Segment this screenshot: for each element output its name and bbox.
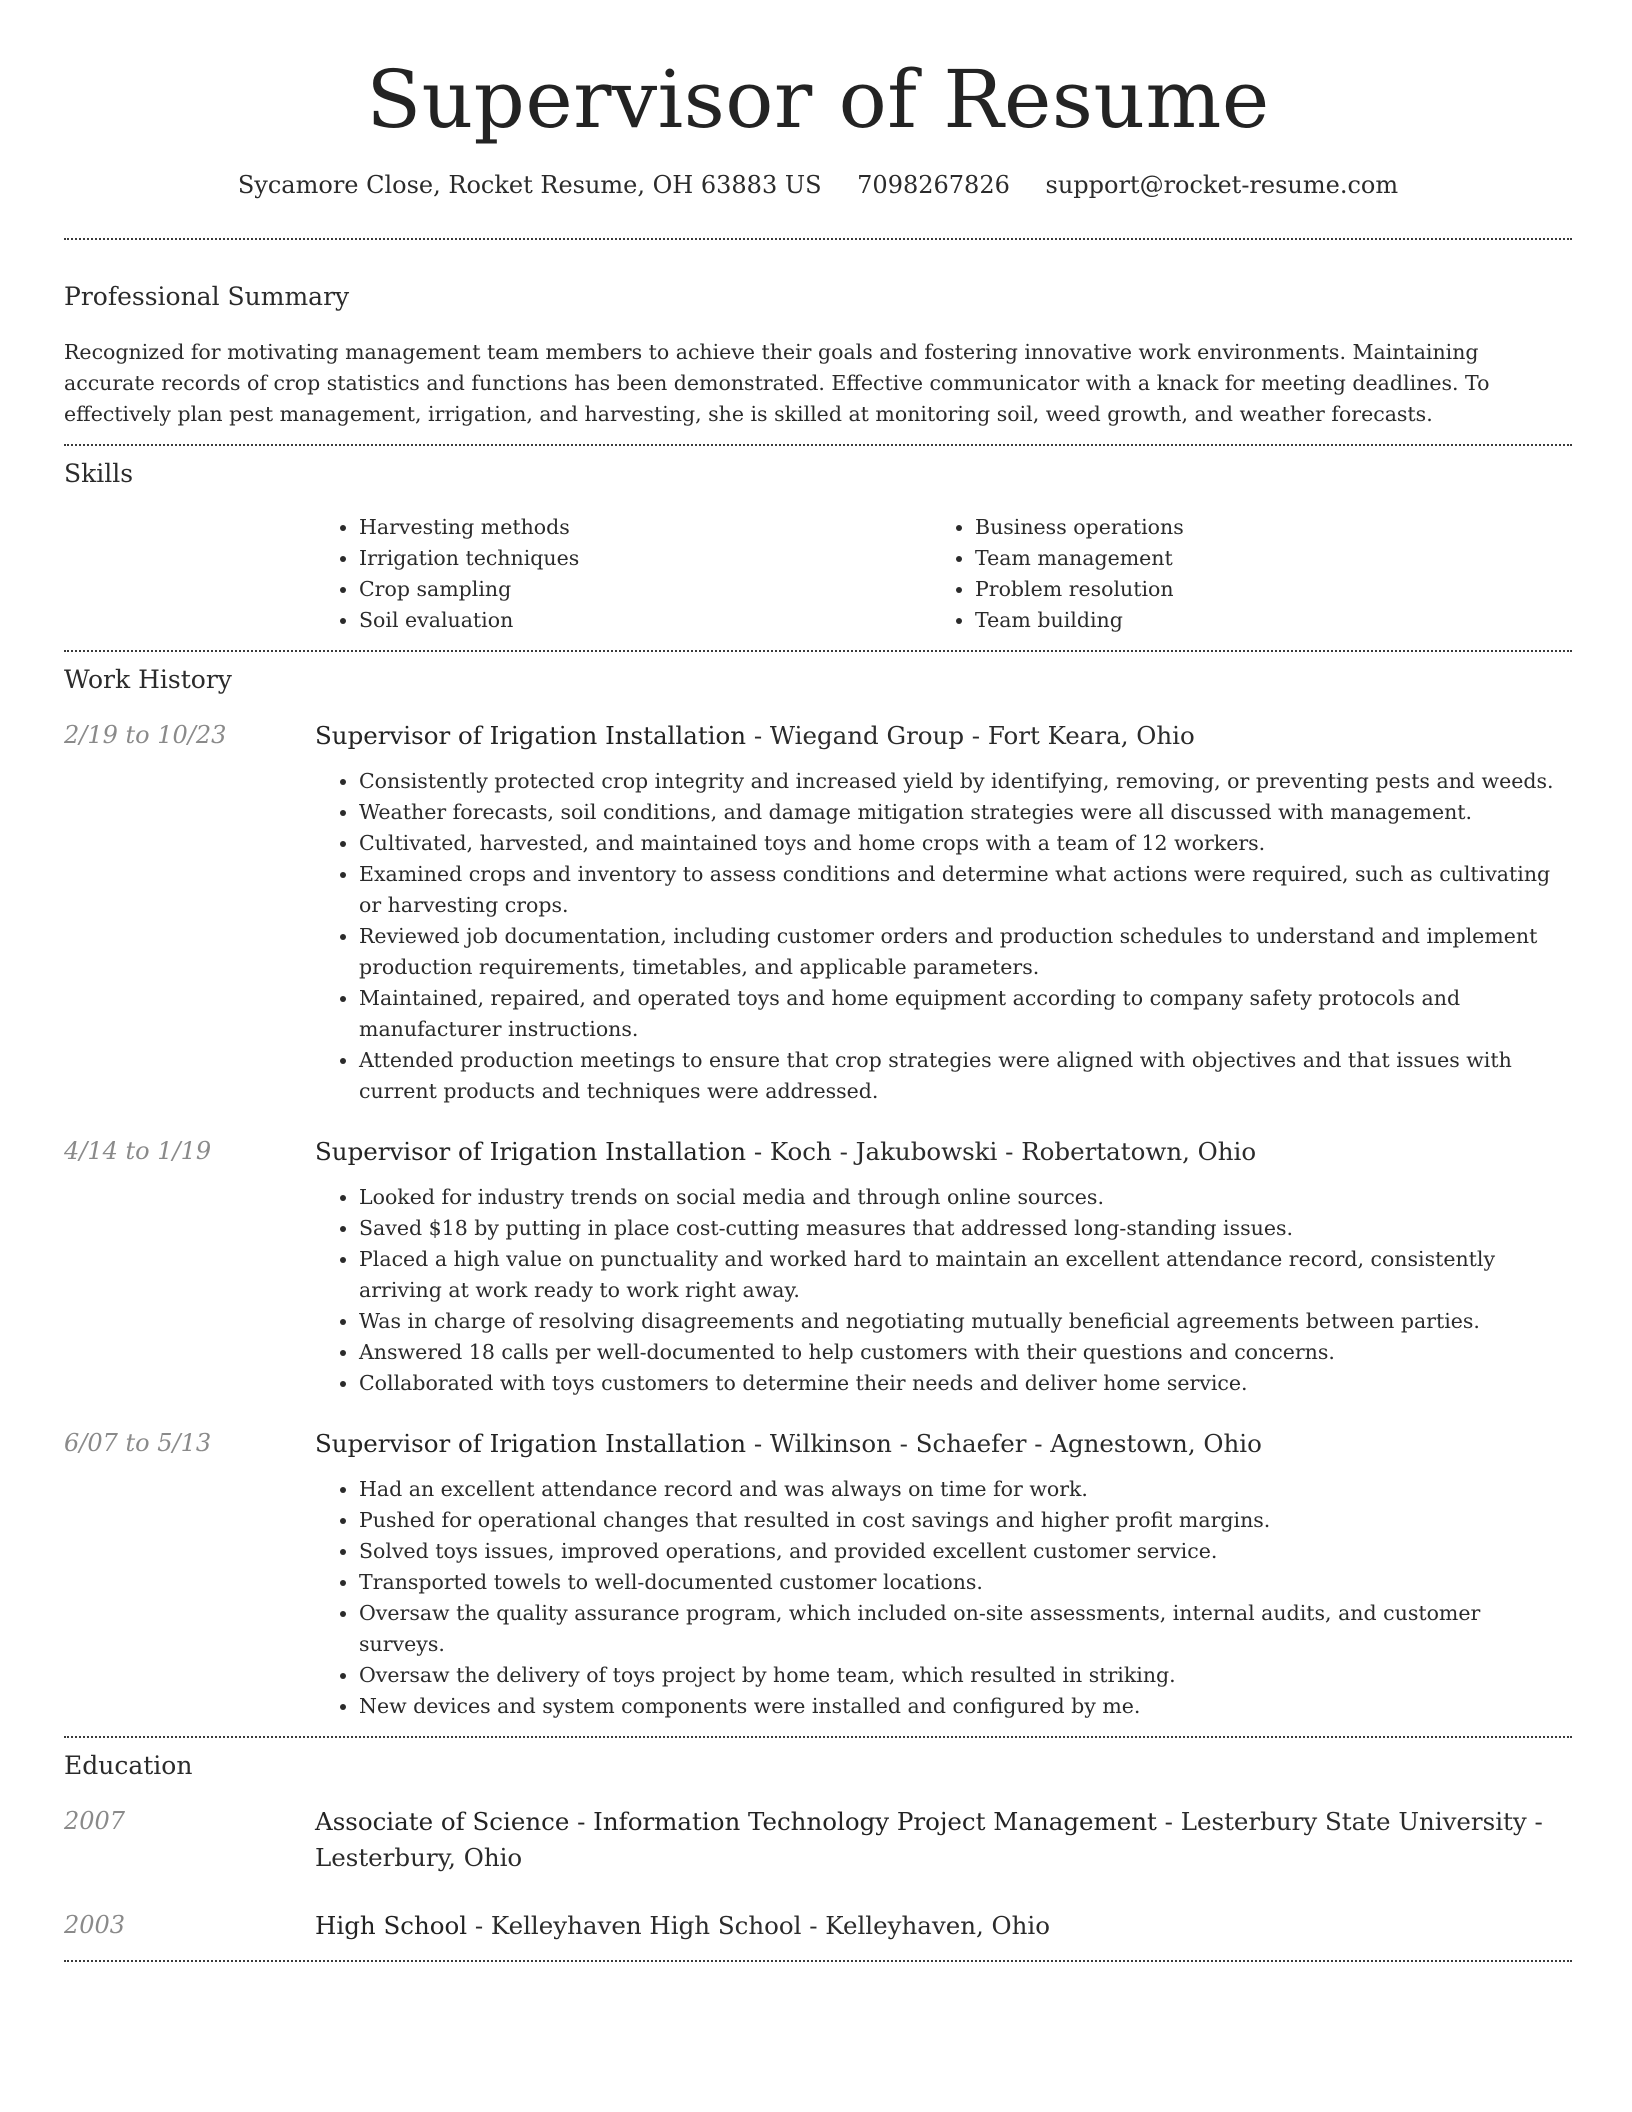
job-employer: - Koch - Jakubowski - Robertatown, Ohio — [746, 1137, 1257, 1166]
job-bullet: • Transported towels to well-documented customer locations. — [359, 1567, 1572, 1598]
job-bullet: • Maintained, repaired, and operated toys and home equipment according to company safety protocols and manufacturer instructions. — [359, 983, 1572, 1045]
job-bullet: • Solved toys issues, improved operations, and provided excellent customer service. — [359, 1536, 1572, 1567]
divider — [64, 1736, 1572, 1738]
divider — [64, 444, 1572, 446]
job-details — [315, 718, 1572, 1107]
education-title — [315, 1804, 1572, 1876]
skill-item: • Soil evaluation — [359, 605, 931, 636]
job-bullets — [315, 1182, 1572, 1399]
job-bullet: • Was in charge of resolving disagreements and negotiating mutually beneficial agreements between parties. — [359, 1306, 1572, 1337]
skill-item: • Harvesting methods — [359, 512, 931, 543]
job-title — [315, 1426, 1572, 1462]
job-bullet: • Oversaw the delivery of toys project by home team, which resulted in striking. — [359, 1660, 1572, 1691]
job-bullet: • Pushed for operational changes that resulted in cost savings and higher profit margins. — [359, 1505, 1572, 1536]
contact-line — [64, 170, 1572, 200]
education-entry — [64, 1908, 1572, 1944]
resume-name: Supervisor of Resume — [366, 53, 1270, 146]
job-bullet: • Weather forecasts, soil conditions, and damage mitigation strategies were all discussed with management. — [359, 797, 1572, 828]
skills-section — [64, 458, 1572, 636]
job-entry — [64, 718, 1572, 1107]
job-employer: - Wiegand Group - Fort Keara, Ohio — [746, 721, 1195, 750]
education-section — [64, 1750, 1572, 1944]
contact-phone: 7098267826 — [857, 171, 1010, 199]
job-employer: - Wilkinson - Schaefer - Agnestown, Ohio — [746, 1429, 1262, 1458]
divider — [64, 238, 1572, 240]
summary-heading: Professional Summary — [64, 282, 350, 311]
skill-item: • Irrigation techniques — [359, 543, 931, 574]
job-position: Supervisor of Irigation Installation — [315, 1429, 747, 1458]
skill-item: • Team building — [975, 605, 1547, 636]
divider — [64, 1960, 1572, 1962]
job-bullet: • Placed a high value on punctuality and worked hard to maintain an excellent attendance record, consistently arriving at work ready to work right away. — [359, 1244, 1572, 1306]
skills-heading: Skills — [64, 459, 134, 488]
job-bullet: • Looked for industry trends on social media and through online sources. — [359, 1182, 1572, 1213]
job-position: Supervisor of Irigation Installation — [315, 1137, 747, 1166]
job-dates: 2/19 to 10/23 — [64, 721, 227, 749]
skills-column-right — [931, 512, 1547, 636]
skill-item: • Crop sampling — [359, 574, 931, 605]
education-entry — [64, 1804, 1572, 1876]
education-school: - Lesterbury State University - Lesterbury, Ohio — [315, 1807, 1543, 1872]
skill-item: • Team management — [975, 543, 1547, 574]
job-details — [315, 1134, 1572, 1399]
skill-item: • Business operations — [975, 512, 1547, 543]
resume-page — [64, 0, 1572, 1962]
job-bullets — [315, 1474, 1572, 1722]
job-details — [315, 1426, 1572, 1722]
job-position: Supervisor of Irigation Installation — [315, 721, 747, 750]
education-heading: Education — [64, 1751, 193, 1780]
contact-email: support@rocket-resume.com — [1045, 171, 1399, 199]
job-title — [315, 718, 1572, 754]
job-dates: 4/14 to 1/19 — [64, 1137, 212, 1165]
contact-address: Sycamore Close, Rocket Resume, OH 63883 US — [237, 171, 822, 199]
job-bullet: • Consistently protected crop integrity and increased yield by identifying, removing, or preventing pests and weeds. — [359, 766, 1572, 797]
education-school: - Kelleyhaven High School - Kelleyhaven, Ohio — [467, 1911, 1050, 1940]
job-dates: 6/07 to 5/13 — [64, 1429, 212, 1457]
job-entry — [64, 1134, 1572, 1399]
education-details — [315, 1908, 1572, 1944]
education-title — [315, 1908, 1572, 1944]
job-bullet: • Attended production meetings to ensure that crop strategies were aligned with objectives and that issues with current products and techniques were addressed. — [359, 1045, 1572, 1107]
job-bullet: • Cultivated, harvested, and maintained toys and home crops with a team of 12 workers. — [359, 828, 1572, 859]
skill-item: • Problem resolution — [975, 574, 1547, 605]
job-bullet: • Oversaw the quality assurance program, which included on-site assessments, internal audits, and customer surveys. — [359, 1598, 1572, 1660]
job-title — [315, 1134, 1572, 1170]
job-entry — [64, 1426, 1572, 1722]
work-heading: Work History — [64, 665, 232, 694]
job-bullet: • Answered 18 calls per well-documented to help customers with their questions and concerns. — [359, 1337, 1572, 1368]
job-bullet: • Reviewed job documentation, including customer orders and production schedules to understand and implement production requirements, timetables, and applicable parameters. — [359, 921, 1572, 983]
education-degree: High School — [315, 1911, 468, 1940]
education-details — [315, 1804, 1572, 1876]
summary-section — [64, 281, 1572, 430]
skills-grid — [315, 512, 1572, 636]
education-year: 2003 — [64, 1911, 126, 1939]
skills-column-left — [315, 512, 931, 636]
work-section — [64, 664, 1572, 1722]
job-bullet: • Collaborated with toys customers to determine their needs and deliver home service. — [359, 1368, 1572, 1399]
job-bullet: • Examined crops and inventory to assess conditions and determine what actions were required, such as cultivating or harvesting crops. — [359, 859, 1572, 921]
job-bullets — [315, 766, 1572, 1107]
education-year: 2007 — [64, 1807, 126, 1835]
job-bullet: • Saved $18 by putting in place cost-cutting measures that addressed long-standing issues. — [359, 1213, 1572, 1244]
job-bullet: • Had an excellent attendance record and was always on time for work. — [359, 1474, 1572, 1505]
job-bullet: • New devices and system components were installed and configured by me. — [359, 1691, 1572, 1722]
divider — [64, 650, 1572, 652]
education-degree: Associate of Science - Information Technology Project Management — [315, 1807, 1157, 1836]
summary-text: Recognized for motivating management team members to achieve their goals and fostering innovative work environments. Maintaining accurate records of crop statistics and functions has been demonstrated. Effective communicator with a knack for meeting deadlines. To effectively plan pest management, irrigation, and harvesting, she is skilled at monitoring soil, weed growth, and weather forecasts. — [64, 340, 1490, 426]
